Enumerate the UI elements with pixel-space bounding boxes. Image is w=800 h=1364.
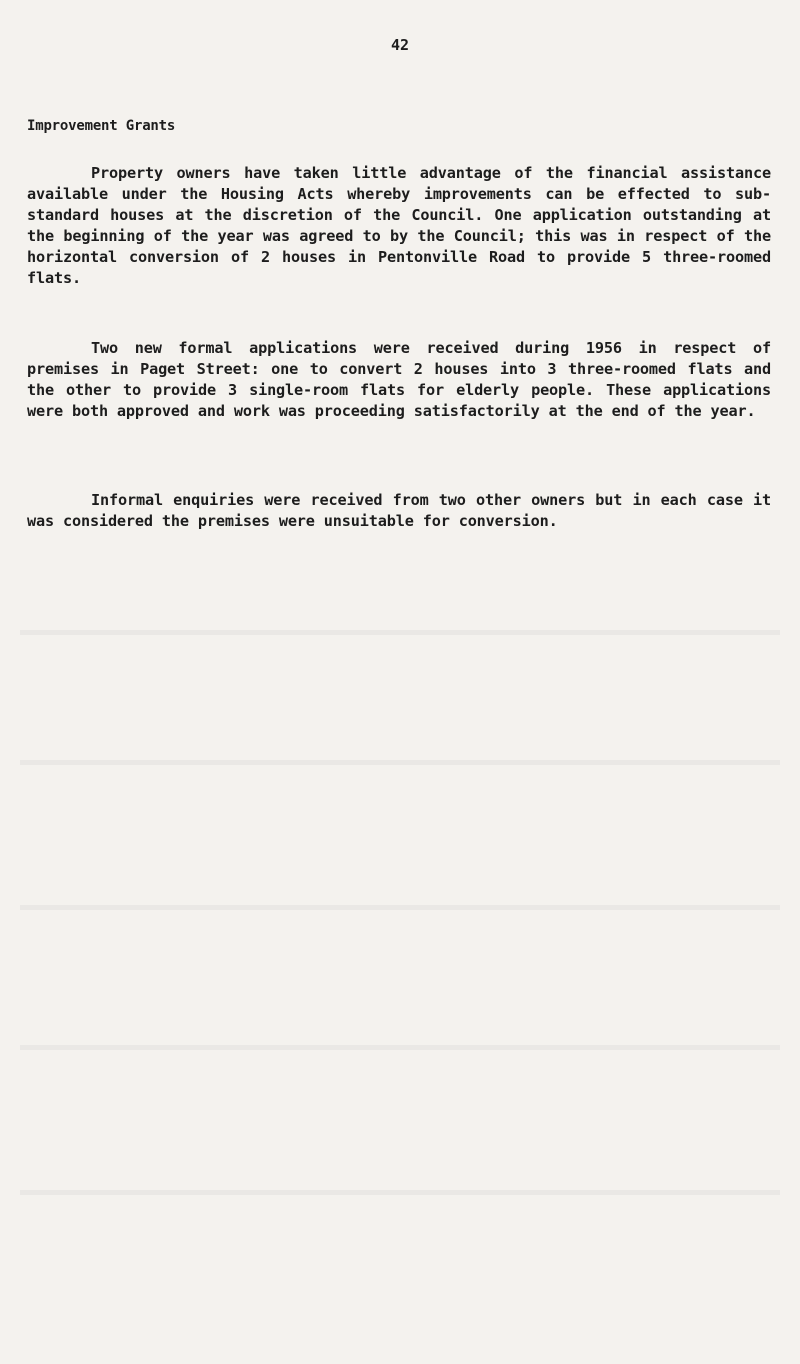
show-through-line [20,905,780,910]
page-number: 42 [390,36,410,54]
show-through-line [20,760,780,765]
show-through-line [20,1045,780,1050]
paragraph-1: Property owners have taken little advantage of the financial assistance available under the Housing Acts whereby improvements can be effected to sub-standard houses at the discretion of the Council. One application outstanding at the beginning of the year was agreed to by the Council; this was in respect of the horizontal conversion of 2 houses in Pentonville Road to provide 5 three-roomed flats. [27,164,771,287]
show-through-line [20,630,780,635]
paragraph-3: Informal enquiries were received from two other owners but in each case it was considered the premises were unsuitable for conversion. [27,491,771,530]
section-heading: Improvement Grants [27,118,176,134]
show-through-line [20,1190,780,1195]
paragraph-2: Two new formal applications were received during 1956 in respect of premises in Paget Street: one to convert 2 houses into 3 three-roomed flats and the other to provide 3 single-room flats for elderly people. These applications were both approved and work was proceeding satisfactorily at the end of the year. [27,339,771,420]
